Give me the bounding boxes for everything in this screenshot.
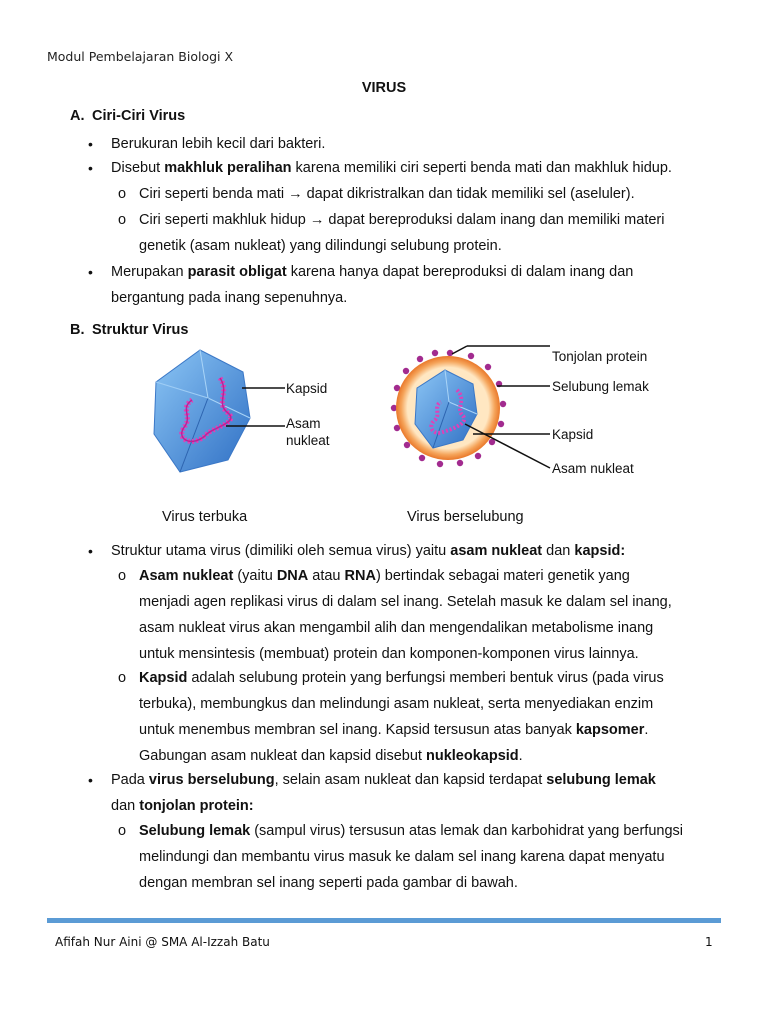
label-tonjolan: Tonjolan protein [552,349,648,364]
sub-bullet-nonliving [118,181,720,207]
bullet-text [111,538,720,564]
bullet-text [111,155,720,181]
bullet-dot: • [88,136,93,152]
sub-bullet-living [118,207,720,259]
bold-term: Kapsid [139,670,188,686]
line: Ciri seperti makhluk hidup → dapat bereproduksi dalam inang dan memiliki materi [139,212,665,228]
sub-bullet-text [139,665,720,769]
line [139,743,720,769]
bullet-main-structure [88,538,720,564]
footer-author: Afifah Nur Aini @ SMA Al-Izzah Batu [55,935,270,949]
footer-divider [47,918,721,923]
bullet-dot: • [88,543,93,559]
text-run: , selain asam nukleat dan kapsid terdapat [274,772,547,788]
line [139,665,720,691]
text-run: . [644,722,649,738]
bullet-dot: • [88,772,93,788]
caption-enveloped-virus: Virus berselubung [407,509,524,525]
bullet-dot: • [88,264,93,280]
line [111,767,720,793]
section-a-heading [70,108,185,124]
text-run: ) bertindak sebagai materi genetik yang [375,568,630,584]
section-b-letter: B. [70,322,85,338]
footer-page-number: 1 [705,935,713,949]
sub-bullet-nucleic-acid [118,563,720,667]
text-run: Struktur utama virus (dimiliki oleh semua virus) yaitu [111,543,451,559]
text-run: (sampul virus) tersusun atas lemak dan karbohidrat yang berfungsi [250,823,684,839]
sub-bullet-marker: o [118,568,127,584]
bold-term: nukleokapsid [425,748,519,764]
sub-bullet-lipid-envelope [118,818,720,896]
sub-bullet-text: Ciri seperti benda mati → dapat dikristralkan dan tidak memiliki sel (aseluler). [139,186,635,202]
line: terbuka), membungkus dan melindungi asam nukleat, serta menyediakan enzim [139,696,654,712]
sub-bullet-text [139,818,720,896]
line: untuk mensintesis (membuat) protein dan komponen-komponen virus lainnya. [139,646,639,662]
naked-virus-diagram [150,348,350,478]
label-asam: Asam [286,416,321,431]
line [139,563,720,589]
line [139,818,720,844]
bullet-size [88,131,720,157]
bold-term: makhluk peralihan [164,160,292,176]
line [139,717,720,743]
bullet-text [111,767,720,819]
line [111,793,720,819]
page-title: VIRUS [361,80,407,96]
bullet-obligate [88,259,720,311]
section-a-title: Ciri-Ciri Virus [92,108,186,124]
enveloped-virus-diagram [385,340,675,500]
bold-term: Asam nukleat [139,568,234,584]
label-selubung: Selubung lemak [552,379,649,394]
bold-term: kapsomer [575,722,645,738]
label-nukleat: nukleat [286,433,330,448]
sub-bullet-marker: o [118,212,127,228]
section-b-heading [70,322,188,338]
bold-term: virus berselubung [148,772,275,788]
line: asam nukleat virus akan mengambil alih dan mengendalikan metabolisme inang [139,620,654,636]
section-a-letter: A. [70,108,85,124]
text-run: dan [111,798,140,814]
text-run: untuk menembus membran sel inang. Kapsid tersusun atas banyak [139,722,576,738]
bullet-enveloped [88,767,720,819]
text-run: Pada [111,772,149,788]
bold-term: Selubung lemak [139,823,251,839]
sub-bullet-text [139,207,720,259]
text-run: Disebut [111,160,165,176]
label-kapsid: Kapsid [552,427,594,442]
line: menjadi agen replikasi virus di dalam sel inang. Setelah masuk ke dalam sel inang, [139,594,672,610]
bullet-text [111,259,720,311]
line: genetik (asam nukleat) yang dilindungi selubung protein. [139,238,502,254]
bold-term: selubung lemak [546,772,656,788]
text-run: karena hanya dapat bereproduksi di dalam inang dan [286,264,634,280]
header-module-title: Modul Pembelajaran Biologi X [47,49,234,64]
line: melindungi dan membantu virus masuk ke dalam sel inang karena dapat menyatu [139,849,665,865]
text-run: karena memiliki ciri seperti benda mati dan makhluk hidup. [291,160,672,176]
text-run: atau [308,568,345,584]
bullet-text: Berukuran lebih kecil dari bakteri. [111,136,326,152]
bold-term: asam nukleat [450,543,543,559]
text-run: (yaitu [233,568,277,584]
sub-bullet-marker: o [118,823,127,839]
bold-term: DNA [276,568,309,584]
text-run: Merupakan [111,264,188,280]
bold-term: kapsid: [574,543,626,559]
sub-bullet-marker: o [118,670,127,686]
line: dengan membran sel inang seperti pada gambar di bawah. [139,875,518,891]
bullet-dot: • [88,160,93,176]
caption-naked-virus: Virus terbuka [162,509,248,525]
sub-bullet-marker: o [118,186,127,202]
text-run: Gabungan asam nukleat dan kapsid disebut [139,748,426,764]
label-kapsid: Kapsid [286,381,328,396]
label-asam-nukleat: Asam nukleat [552,461,634,476]
bold-term: RNA [344,568,376,584]
bold-term: tonjolan protein: [139,798,254,814]
text-run: adalah selubung protein yang berfungsi memberi bentuk virus (pada virus [187,670,664,686]
bold-term: parasit obligat [187,264,287,280]
sub-bullet-text [139,563,720,667]
text-run: dan [542,543,575,559]
line [111,259,720,285]
sub-bullet-capsid [118,665,720,769]
line: bergantung pada inang sepenuhnya. [111,290,348,306]
section-b-title: Struktur Virus [92,322,189,338]
bullet-transitional [88,155,720,181]
text-run: . [518,748,523,764]
